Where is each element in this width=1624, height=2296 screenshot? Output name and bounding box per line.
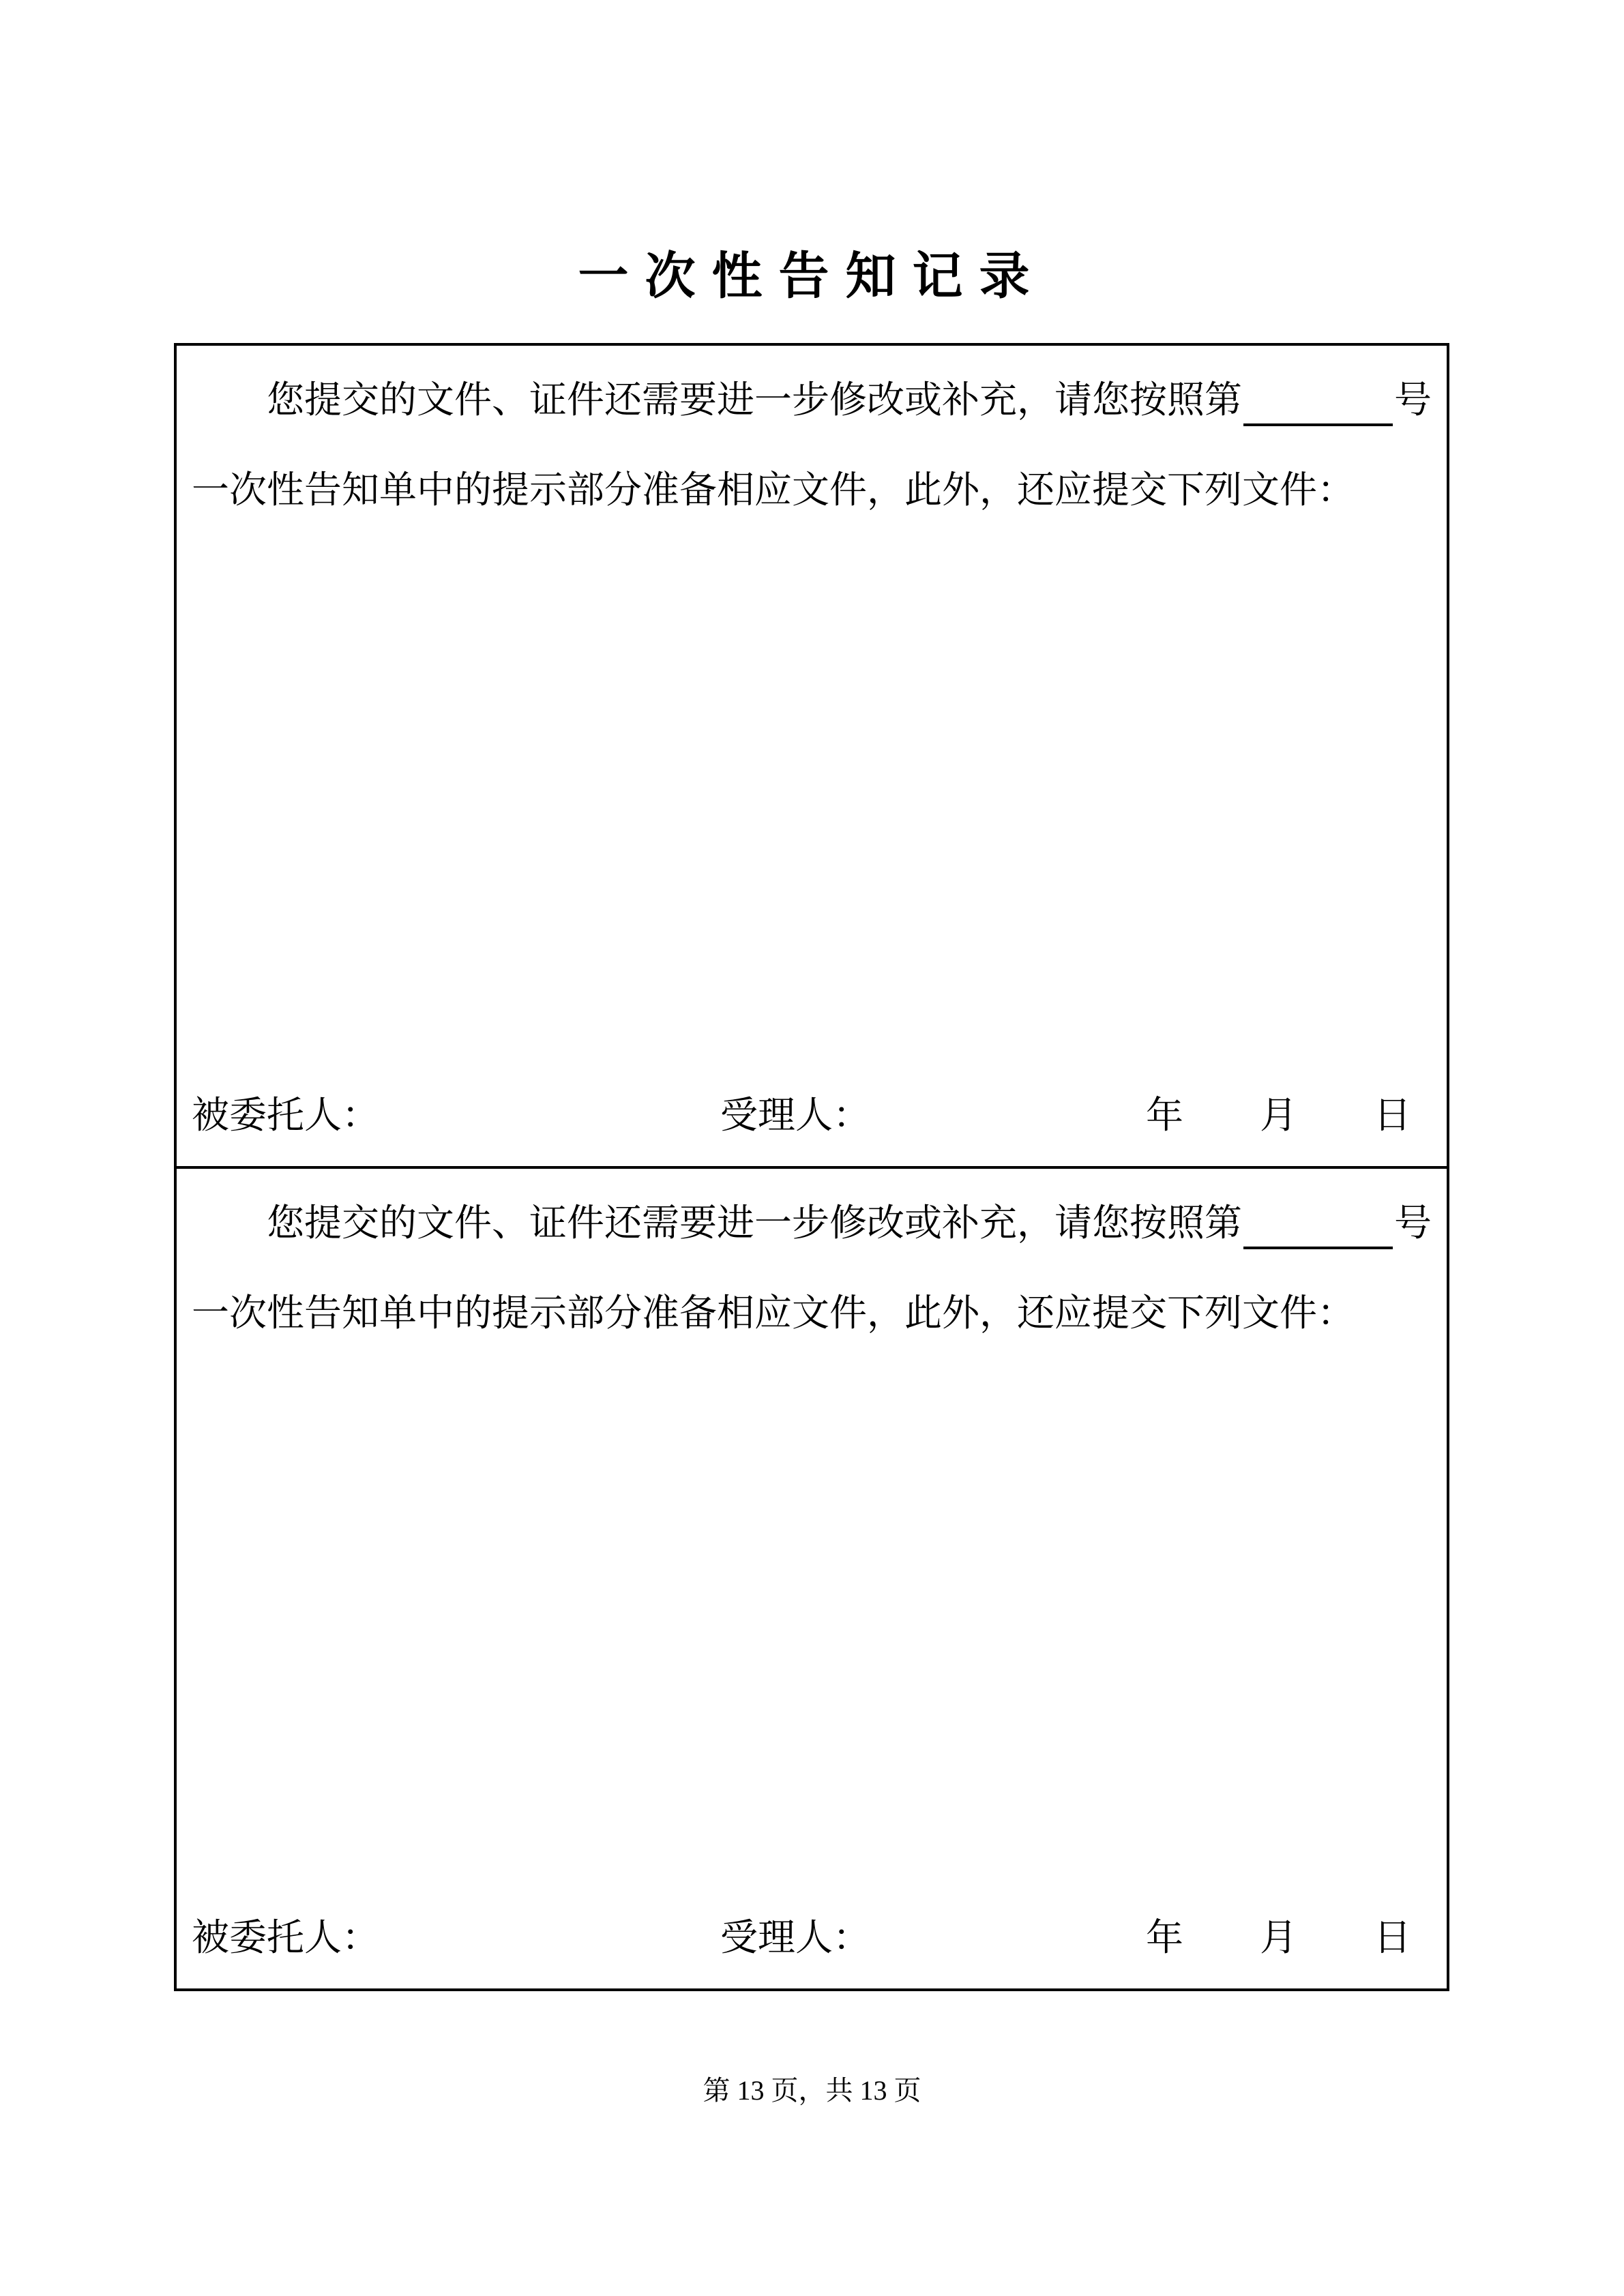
acceptor-label: 受理人： [720,1917,871,1958]
page-title: 一次性告知记录 [578,247,1046,305]
year-label: 年 [1145,1094,1183,1136]
notice-section-1 [177,346,1447,1169]
notice-paragraph-line2: 一次性告知单中的提示部分准备相应文件，此外，还应提交下列文件： [192,469,1355,511]
month-label: 月 [1259,1094,1297,1136]
notice-section-2 [177,1169,1447,1989]
notice-number-blank-field[interactable] [1243,1247,1393,1249]
year-label: 年 [1145,1917,1183,1958]
acceptor-label: 受理人： [720,1094,871,1136]
notice-paragraph-line1 [192,1178,1432,1268]
date-labels [1146,1091,1411,1140]
notice-paragraph-line1 [192,355,1432,445]
record-table [174,343,1449,1991]
signature-row [192,1091,1432,1140]
signature-row [192,1913,1432,1963]
notice-paragraph-line2: 一次性告知单中的提示部分准备相应文件，此外，还应提交下列文件： [192,1292,1355,1334]
notice-text-before-blank: 您提交的文件、证件还需要进一步修改或补充，请您按照第 [267,379,1243,421]
notice-number-blank-field[interactable] [1243,423,1393,426]
day-label: 日 [1373,1094,1411,1136]
notice-text-after-blank: 号 [1393,379,1432,421]
documents-fill-area[interactable] [192,535,1432,1091]
date-labels [1146,1913,1411,1963]
page-number: 第 13 页，共 13 页 [703,2075,921,2106]
delegate-label: 被委托人： [192,1094,380,1136]
delegate-label: 被委托人： [192,1917,380,1958]
documents-fill-area[interactable] [192,1358,1432,1914]
month-label: 月 [1259,1917,1297,1958]
day-label: 日 [1373,1917,1411,1958]
notice-text-before-blank: 您提交的文件、证件还需要进一步修改或补充，请您按照第 [267,1202,1243,1244]
notice-text-after-blank: 号 [1393,1202,1432,1244]
